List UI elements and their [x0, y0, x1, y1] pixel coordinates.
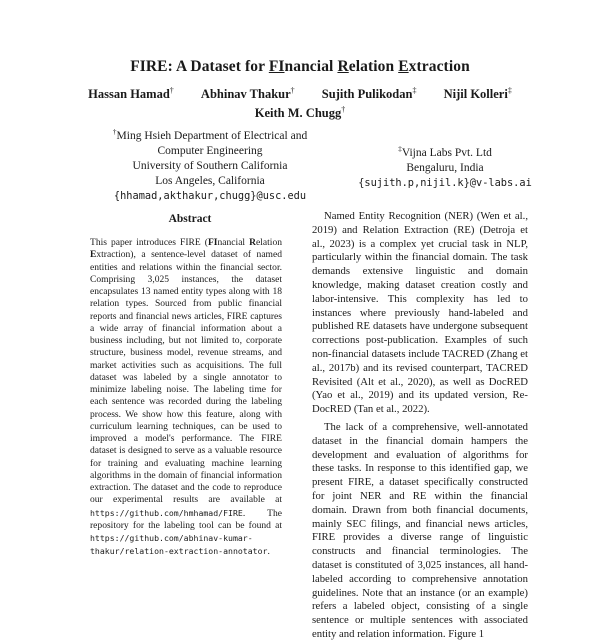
affiliation-vijna: ‡Vijna Labs Pvt. Ltd Bengaluru, India {sujith.p,nijil.k}@v-labs.ai: [345, 141, 545, 191]
title-prefix: FIRE: A Dataset for: [130, 58, 269, 75]
title-word-2: elation: [348, 58, 399, 75]
email-vijna[interactable]: {sujith.p,nijil.k}@v-labs.ai: [358, 176, 532, 189]
title-word-3: xtraction: [408, 58, 470, 75]
affiliation-usc: †Ming Hsieh Department of Electrical and Computer Engineering University of Southern California Los Angeles, California {hhamad,akthakur,chugg}@usc.edu: [95, 124, 325, 204]
author: Keith M. Chugg†: [254, 105, 346, 121]
body-paragraph: The lack of a comprehensive, well-annotated dataset in the financial domain hampers the development and evaluation of algorithms for these tasks. In response to this identified gap, we present FIRE, a dataset specifically constructed for joint NER and RE within the financial domain. Drawn from both financial documents, mainly SEC filings, and financial news articles, FIRE provides a diverse range of linguistic constructs and financial terminologies. The dataset is constituted of 3,025 instances, all hand-labeled according to comprehensive annotation guidelines. Note that an instance (or an example) refers a labeled object, consisting of a single sentence or multiple sentences with associated entity and relation information. Figure 1: [312, 420, 528, 640]
abstract-text: This paper introduces FIRE (FInancial Relation Extraction), a sentence-level dataset of named entities and relations within the financial sector. Comprising 3,025 instances, the dataset encapsulates 13 named entity types along with 18 relation types. Sourced from public financial reports and financial news articles, FIRE captures a wide array of financial information about a business including, but not limited to, corporate structure, business model, revenue streams, and market activities such as acquisitions. The full dataset was labeled by a single annotator to minimize labeling noise. The labeling time for each sentence was recorded during the labeling process. We show how this feature, along with curriculum learning techniques, can be used to improved a model's performance. The FIRE dataset is designed to serve as a valuable resource for training and evaluating machine learning algorithms in the domain of financial information extraction. The dataset and the code to reproduce our experimental results are available at https://github.com/hmhamad/FIRE. The repository for the labeling tool can be found at https://github.com/abhinav-kumar-thakur/relation-extraction-annotator.: [90, 237, 283, 558]
author: Nijil Kolleri‡: [443, 86, 512, 102]
title-acronym-r: R: [337, 58, 349, 75]
author: Abhinav Thakur†: [200, 86, 295, 102]
body-paragraph: Named Entity Recognition (NER) (Wen et al., 2019) and Relation Extraction (RE) (Detroja et al., 2023) is a complex yet crucial task in NLP, particularly within the financial domain. The task demands extensive linguistic and domain knowledge, making dataset creation costly and labor-intensive. This complexity has led to instances where previously hand-labeled and published RE datasets have undergone subsequent corrections post-publication. Examples of such non-financial datasets include TACRED (Zhang et al., 2017b) and its revised counterpart, TACRED Revisited (Alt et al., 2020), as well as DocRED (Yao et al., 2019) and its updated version, Re-DocRED (Tan et al., 2022).: [312, 210, 528, 416]
author: Sujith Pulikodan‡: [321, 86, 417, 102]
email-usc[interactable]: {hhamad,akthakur,chugg}@usc.edu: [113, 189, 307, 202]
paper-title: [0, 58, 600, 76]
abstract-heading: Abstract: [168, 213, 212, 225]
title-acronym-e: E: [398, 58, 409, 75]
author: Hassan Hamad†: [88, 86, 174, 102]
dataset-link[interactable]: https://github.com/hmhamad/FIRE: [90, 507, 243, 518]
annotator-link[interactable]: https://github.com/abhinav-kumar-thakur/relation-extraction-annotator: [90, 533, 268, 557]
author-list: [60, 83, 540, 121]
introduction-column: [312, 210, 528, 642]
title-acronym-f: FI: [268, 58, 285, 75]
title-word-1: nancial: [284, 58, 338, 75]
